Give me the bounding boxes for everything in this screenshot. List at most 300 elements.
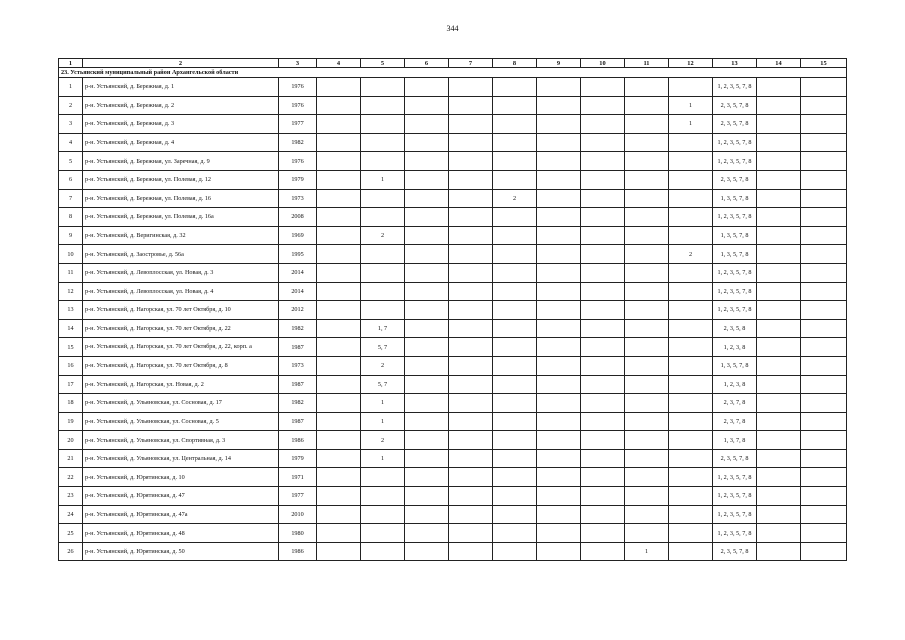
col15-cell	[801, 524, 847, 543]
col5-cell: 5, 7	[361, 375, 405, 394]
col15-cell	[801, 468, 847, 487]
col13-cell: 2, 3, 7, 8	[713, 394, 757, 413]
col9-cell	[537, 245, 581, 264]
row-number-cell: 8	[59, 208, 83, 227]
col7-cell	[449, 189, 493, 208]
col5-cell: 1	[361, 170, 405, 189]
col15-cell	[801, 115, 847, 134]
address-cell: р-н. Устьянский, д. Бережная, д. 3	[83, 115, 279, 134]
column-number-header	[59, 59, 847, 68]
col5-cell	[361, 96, 405, 115]
col9-cell	[537, 524, 581, 543]
col6-cell	[405, 394, 449, 413]
year-cell: 1969	[279, 226, 317, 245]
col12-cell	[669, 449, 713, 468]
col7-cell	[449, 412, 493, 431]
col10-cell	[581, 282, 625, 301]
column-header: 2	[83, 59, 279, 68]
col11-cell	[625, 468, 669, 487]
col15-cell	[801, 412, 847, 431]
col8-cell	[493, 412, 537, 431]
col6-cell	[405, 375, 449, 394]
col7-cell	[449, 208, 493, 227]
table-row	[59, 394, 847, 413]
table-row	[59, 505, 847, 524]
col12-cell	[669, 394, 713, 413]
col15-cell	[801, 133, 847, 152]
col15-cell	[801, 394, 847, 413]
col9-cell	[537, 170, 581, 189]
table-row	[59, 133, 847, 152]
col5-cell	[361, 245, 405, 264]
col4-cell	[317, 170, 361, 189]
col8-cell	[493, 245, 537, 264]
column-header: 13	[713, 59, 757, 68]
column-header: 3	[279, 59, 317, 68]
table-row	[59, 449, 847, 468]
row-number-cell: 23	[59, 487, 83, 506]
row-number-cell: 21	[59, 449, 83, 468]
col5-cell: 5, 7	[361, 338, 405, 357]
col6-cell	[405, 263, 449, 282]
col5-cell: 2	[361, 226, 405, 245]
col14-cell	[757, 449, 801, 468]
col15-cell	[801, 375, 847, 394]
col11-cell	[625, 487, 669, 506]
table-row	[59, 282, 847, 301]
col6-cell	[405, 189, 449, 208]
col11-cell	[625, 431, 669, 450]
col13-cell: 1, 2, 3, 5, 7, 8	[713, 487, 757, 506]
year-cell: 1987	[279, 412, 317, 431]
col10-cell	[581, 542, 625, 561]
page-number: 344	[446, 24, 459, 33]
col15-cell	[801, 282, 847, 301]
column-header: 14	[757, 59, 801, 68]
col4-cell	[317, 245, 361, 264]
table-row	[59, 189, 847, 208]
row-number-cell: 4	[59, 133, 83, 152]
col7-cell	[449, 319, 493, 338]
col11-cell	[625, 115, 669, 134]
col6-cell	[405, 319, 449, 338]
col4-cell	[317, 338, 361, 357]
col7-cell	[449, 542, 493, 561]
year-cell: 1987	[279, 375, 317, 394]
col5-cell: 1	[361, 412, 405, 431]
col12-cell	[669, 301, 713, 320]
col7-cell	[449, 505, 493, 524]
address-cell: р-н. Устьянский, д. Бережная, ул. Заречная, д. 9	[83, 152, 279, 171]
col14-cell	[757, 245, 801, 264]
col10-cell	[581, 301, 625, 320]
col11-cell	[625, 394, 669, 413]
col15-cell	[801, 226, 847, 245]
col12-cell	[669, 170, 713, 189]
col8-cell	[493, 263, 537, 282]
col7-cell	[449, 170, 493, 189]
col6-cell	[405, 542, 449, 561]
col13-cell: 2, 3, 5, 7, 8	[713, 449, 757, 468]
col10-cell	[581, 412, 625, 431]
col9-cell	[537, 301, 581, 320]
col6-cell	[405, 208, 449, 227]
col10-cell	[581, 356, 625, 375]
col4-cell	[317, 375, 361, 394]
col8-cell	[493, 282, 537, 301]
col5-cell: 2	[361, 431, 405, 450]
col4-cell	[317, 542, 361, 561]
table-row	[59, 96, 847, 115]
col15-cell	[801, 263, 847, 282]
year-cell: 1982	[279, 394, 317, 413]
col9-cell	[537, 115, 581, 134]
col13-cell: 1, 2, 3, 8	[713, 375, 757, 394]
col8-cell	[493, 319, 537, 338]
address-cell: р-н. Устьянский, д. Ульяновская, ул. Сосновая, д. 5	[83, 412, 279, 431]
col11-cell	[625, 245, 669, 264]
col14-cell	[757, 375, 801, 394]
table-row	[59, 226, 847, 245]
row-number-cell: 16	[59, 356, 83, 375]
col14-cell	[757, 282, 801, 301]
col12-cell	[669, 133, 713, 152]
col12-cell	[669, 431, 713, 450]
col13-cell: 1, 2, 3, 5, 7, 8	[713, 505, 757, 524]
col11-cell	[625, 338, 669, 357]
column-header: 10	[581, 59, 625, 68]
year-cell: 1982	[279, 319, 317, 338]
table-row	[59, 542, 847, 561]
row-number-cell: 2	[59, 96, 83, 115]
col15-cell	[801, 338, 847, 357]
year-cell: 1986	[279, 542, 317, 561]
col13-cell: 1, 2, 3, 5, 7, 8	[713, 524, 757, 543]
row-number-cell: 5	[59, 152, 83, 171]
col6-cell	[405, 487, 449, 506]
table-row	[59, 78, 847, 97]
year-cell: 2014	[279, 263, 317, 282]
col7-cell	[449, 263, 493, 282]
col12-cell: 1	[669, 96, 713, 115]
table-row	[59, 301, 847, 320]
row-number-cell: 7	[59, 189, 83, 208]
col8-cell	[493, 170, 537, 189]
row-number-cell: 19	[59, 412, 83, 431]
col9-cell	[537, 505, 581, 524]
col7-cell	[449, 487, 493, 506]
table-row	[59, 487, 847, 506]
col11-cell	[625, 96, 669, 115]
col10-cell	[581, 152, 625, 171]
col7-cell	[449, 282, 493, 301]
year-cell: 1979	[279, 449, 317, 468]
col8-cell	[493, 208, 537, 227]
col4-cell	[317, 96, 361, 115]
col10-cell	[581, 394, 625, 413]
row-number-cell: 9	[59, 226, 83, 245]
col15-cell	[801, 78, 847, 97]
col8-cell	[493, 152, 537, 171]
col8-cell	[493, 542, 537, 561]
col11-cell	[625, 133, 669, 152]
col5-cell	[361, 487, 405, 506]
address-cell: р-н. Устьянский, д. Нагорская, ул. 70 лет Октября, д. 22	[83, 319, 279, 338]
col4-cell	[317, 449, 361, 468]
col12-cell	[669, 226, 713, 245]
col11-cell	[625, 170, 669, 189]
col8-cell	[493, 505, 537, 524]
col6-cell	[405, 96, 449, 115]
col5-cell	[361, 189, 405, 208]
col10-cell	[581, 431, 625, 450]
col13-cell: 1, 2, 3, 5, 7, 8	[713, 282, 757, 301]
column-header: 6	[405, 59, 449, 68]
address-cell: р-н. Устьянский, д. Ульяновская, ул. Центральная, д. 14	[83, 449, 279, 468]
col5-cell	[361, 133, 405, 152]
col10-cell	[581, 189, 625, 208]
col5-cell	[361, 301, 405, 320]
row-number-cell: 25	[59, 524, 83, 543]
col8-cell	[493, 338, 537, 357]
col9-cell	[537, 282, 581, 301]
col15-cell	[801, 208, 847, 227]
col9-cell	[537, 152, 581, 171]
col6-cell	[405, 301, 449, 320]
col13-cell: 1, 3, 7, 8	[713, 431, 757, 450]
col10-cell	[581, 133, 625, 152]
col12-cell	[669, 208, 713, 227]
col12-cell	[669, 375, 713, 394]
col12-cell: 1	[669, 115, 713, 134]
col14-cell	[757, 96, 801, 115]
col13-cell: 1, 3, 5, 7, 8	[713, 245, 757, 264]
col7-cell	[449, 468, 493, 487]
col15-cell	[801, 356, 847, 375]
col12-cell	[669, 152, 713, 171]
col7-cell	[449, 394, 493, 413]
col13-cell: 2, 3, 7, 8	[713, 412, 757, 431]
col12-cell	[669, 524, 713, 543]
col6-cell	[405, 226, 449, 245]
col5-cell	[361, 282, 405, 301]
col8-cell	[493, 133, 537, 152]
col13-cell: 1, 3, 5, 7, 8	[713, 356, 757, 375]
col14-cell	[757, 263, 801, 282]
table-row	[59, 468, 847, 487]
col13-cell: 1, 2, 3, 5, 7, 8	[713, 468, 757, 487]
col4-cell	[317, 505, 361, 524]
col15-cell	[801, 189, 847, 208]
col5-cell	[361, 505, 405, 524]
row-number-cell: 20	[59, 431, 83, 450]
col6-cell	[405, 524, 449, 543]
column-header: 12	[669, 59, 713, 68]
col10-cell	[581, 487, 625, 506]
table-row	[59, 170, 847, 189]
col9-cell	[537, 226, 581, 245]
col7-cell	[449, 226, 493, 245]
col12-cell	[669, 505, 713, 524]
row-number-cell: 18	[59, 394, 83, 413]
table-row	[59, 524, 847, 543]
year-cell: 1995	[279, 245, 317, 264]
col15-cell	[801, 431, 847, 450]
col13-cell: 1, 2, 3, 5, 7, 8	[713, 263, 757, 282]
col13-cell: 2, 3, 5, 7, 8	[713, 542, 757, 561]
col7-cell	[449, 375, 493, 394]
col6-cell	[405, 412, 449, 431]
col4-cell	[317, 412, 361, 431]
col7-cell	[449, 338, 493, 357]
address-cell: р-н. Устьянский, д. Бережная, д. 2	[83, 96, 279, 115]
row-number-cell: 10	[59, 245, 83, 264]
col7-cell	[449, 449, 493, 468]
col6-cell	[405, 356, 449, 375]
col4-cell	[317, 133, 361, 152]
col7-cell	[449, 245, 493, 264]
address-cell: р-н. Устьянский, д. Заостровье, д. 56а	[83, 245, 279, 264]
col12-cell	[669, 189, 713, 208]
col13-cell: 1, 3, 5, 7, 8	[713, 226, 757, 245]
housing-table	[58, 58, 847, 561]
row-number-cell: 13	[59, 301, 83, 320]
col7-cell	[449, 96, 493, 115]
table-row	[59, 152, 847, 171]
col8-cell	[493, 226, 537, 245]
col9-cell	[537, 431, 581, 450]
col10-cell	[581, 375, 625, 394]
col12-cell	[669, 282, 713, 301]
row-number-cell: 26	[59, 542, 83, 561]
year-cell: 1986	[279, 431, 317, 450]
col12-cell	[669, 356, 713, 375]
address-cell: р-н. Устьянский, д. Юрятинская, д. 47а	[83, 505, 279, 524]
col11-cell	[625, 412, 669, 431]
col14-cell	[757, 338, 801, 357]
table-row	[59, 356, 847, 375]
col6-cell	[405, 133, 449, 152]
table-row	[59, 338, 847, 357]
col9-cell	[537, 356, 581, 375]
col14-cell	[757, 505, 801, 524]
col11-cell	[625, 301, 669, 320]
col7-cell	[449, 431, 493, 450]
col12-cell	[669, 468, 713, 487]
col4-cell	[317, 431, 361, 450]
column-header: 11	[625, 59, 669, 68]
year-cell: 2012	[279, 301, 317, 320]
col5-cell	[361, 115, 405, 134]
section-heading-row	[59, 68, 847, 78]
col14-cell	[757, 226, 801, 245]
col10-cell	[581, 78, 625, 97]
col6-cell	[405, 170, 449, 189]
col6-cell	[405, 449, 449, 468]
year-cell: 1976	[279, 96, 317, 115]
col11-cell	[625, 263, 669, 282]
col9-cell	[537, 78, 581, 97]
table-row	[59, 115, 847, 134]
col6-cell	[405, 78, 449, 97]
col15-cell	[801, 542, 847, 561]
col10-cell	[581, 449, 625, 468]
col9-cell	[537, 338, 581, 357]
col12-cell	[669, 487, 713, 506]
col11-cell	[625, 356, 669, 375]
col7-cell	[449, 356, 493, 375]
col5-cell: 1, 7	[361, 319, 405, 338]
col14-cell	[757, 394, 801, 413]
column-header: 9	[537, 59, 581, 68]
year-cell: 2010	[279, 505, 317, 524]
col5-cell	[361, 524, 405, 543]
col8-cell	[493, 356, 537, 375]
row-number-cell: 11	[59, 263, 83, 282]
col11-cell	[625, 189, 669, 208]
col8-cell	[493, 115, 537, 134]
row-number-cell: 22	[59, 468, 83, 487]
col4-cell	[317, 319, 361, 338]
col10-cell	[581, 170, 625, 189]
col9-cell	[537, 449, 581, 468]
col12-cell	[669, 319, 713, 338]
col7-cell	[449, 524, 493, 543]
col12-cell: 2	[669, 245, 713, 264]
col15-cell	[801, 96, 847, 115]
col4-cell	[317, 226, 361, 245]
col11-cell	[625, 449, 669, 468]
col13-cell: 1, 3, 5, 7, 8	[713, 189, 757, 208]
col4-cell	[317, 263, 361, 282]
col8-cell	[493, 468, 537, 487]
col9-cell	[537, 133, 581, 152]
col6-cell	[405, 431, 449, 450]
address-cell: р-н. Устьянский, д. Нагорская, ул. 70 лет Октября, д. 22, корп. а	[83, 338, 279, 357]
col14-cell	[757, 152, 801, 171]
table-row	[59, 263, 847, 282]
col14-cell	[757, 115, 801, 134]
col11-cell	[625, 319, 669, 338]
col8-cell	[493, 524, 537, 543]
col9-cell	[537, 208, 581, 227]
col6-cell	[405, 282, 449, 301]
col8-cell	[493, 375, 537, 394]
col4-cell	[317, 152, 361, 171]
col4-cell	[317, 468, 361, 487]
col12-cell	[669, 263, 713, 282]
col15-cell	[801, 301, 847, 320]
col15-cell	[801, 152, 847, 171]
col11-cell: 1	[625, 542, 669, 561]
year-cell: 1973	[279, 189, 317, 208]
row-number-cell: 24	[59, 505, 83, 524]
col10-cell	[581, 245, 625, 264]
col15-cell	[801, 170, 847, 189]
col15-cell	[801, 505, 847, 524]
year-cell: 1979	[279, 170, 317, 189]
year-cell: 1976	[279, 78, 317, 97]
col9-cell	[537, 394, 581, 413]
table-row	[59, 245, 847, 264]
col14-cell	[757, 78, 801, 97]
col8-cell	[493, 487, 537, 506]
address-cell: р-н. Устьянский, д. Бережная, д. 4	[83, 133, 279, 152]
col4-cell	[317, 282, 361, 301]
table-row	[59, 375, 847, 394]
address-cell: р-н. Устьянский, д. Юрятинская, д. 50	[83, 542, 279, 561]
col14-cell	[757, 133, 801, 152]
